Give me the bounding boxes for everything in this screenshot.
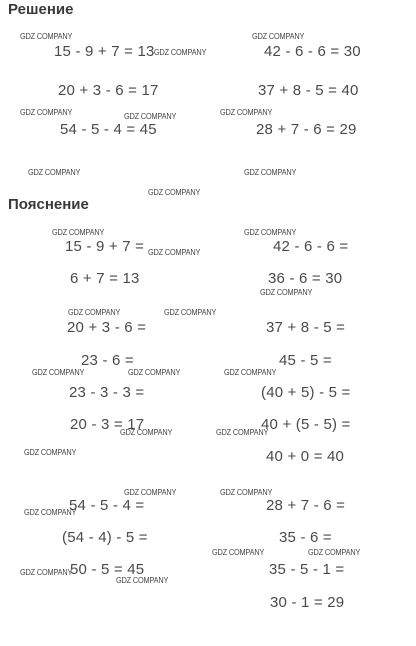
watermark-text: GDZ COMPANY bbox=[124, 488, 177, 497]
solution-equation: 42 - 6 - 6 = 30 bbox=[264, 43, 361, 60]
explanation-step: 28 + 7 - 6 = bbox=[266, 497, 346, 514]
watermark-text: GDZ COMPANY bbox=[244, 168, 297, 177]
watermark-text: GDZ COMPANY bbox=[260, 288, 313, 297]
solution-equation: 28 + 7 - 6 = 29 bbox=[256, 121, 357, 138]
watermark-text: GDZ COMPANY bbox=[128, 368, 181, 377]
explanation-step: 45 - 5 = bbox=[279, 352, 332, 369]
explanation-step: 37 + 8 - 5 = bbox=[266, 319, 346, 336]
explanation-step: 35 - 5 - 1 = bbox=[269, 561, 345, 578]
watermark-text: GDZ COMPANY bbox=[68, 308, 121, 317]
solution-equation: 20 + 3 - 6 = 17 bbox=[58, 82, 159, 99]
watermark-text: GDZ COMPANY bbox=[216, 428, 269, 437]
explanation-step: 23 - 6 = bbox=[81, 352, 134, 369]
watermark-text: GDZ COMPANY bbox=[164, 308, 217, 317]
explanation-step: 15 - 9 + 7 = bbox=[65, 238, 145, 255]
watermark-text: GDZ COMPANY bbox=[252, 32, 305, 41]
watermark-text: GDZ COMPANY bbox=[32, 368, 85, 377]
watermark-text: GDZ COMPANY bbox=[120, 428, 173, 437]
solution-equation: 15 - 9 + 7 = 13 bbox=[54, 43, 155, 60]
explanation-step: 20 - 3 = 17 bbox=[70, 416, 145, 433]
watermark-text: GDZ COMPANY bbox=[24, 448, 77, 457]
watermark-text: GDZ COMPANY bbox=[148, 188, 201, 197]
watermark-text: GDZ COMPANY bbox=[224, 368, 277, 377]
explanation-step: 30 - 1 = 29 bbox=[270, 594, 345, 611]
watermark-text: GDZ COMPANY bbox=[24, 508, 77, 517]
explanation-step: 50 - 5 = 45 bbox=[70, 561, 145, 578]
watermark-text: GDZ COMPANY bbox=[154, 48, 207, 57]
solution-equation: 37 + 8 - 5 = 40 bbox=[258, 82, 359, 99]
watermark-text: GDZ COMPANY bbox=[124, 112, 177, 121]
explanation-step: 42 - 6 - 6 = bbox=[273, 238, 349, 255]
explanation-step: 40 + (5 - 5) = bbox=[261, 416, 351, 433]
watermark-text: GDZ COMPANY bbox=[212, 548, 265, 557]
watermark-text: GDZ COMPANY bbox=[20, 568, 73, 577]
explanation-step: 40 + 0 = 40 bbox=[266, 448, 345, 465]
watermark-text: GDZ COMPANY bbox=[308, 548, 361, 557]
explanation-step: 35 - 6 = bbox=[279, 529, 332, 546]
explanation-step: 23 - 3 - 3 = bbox=[69, 384, 145, 401]
watermark-text: GDZ COMPANY bbox=[244, 228, 297, 237]
explanation-step: 36 - 6 = 30 bbox=[268, 270, 343, 287]
explanation-step: (40 + 5) - 5 = bbox=[261, 384, 351, 401]
explanation-step: (54 - 4) - 5 = bbox=[62, 529, 148, 546]
explanation-heading: Пояснение bbox=[8, 196, 89, 213]
watermark-text: GDZ COMPANY bbox=[116, 576, 169, 585]
watermark-text: GDZ COMPANY bbox=[148, 248, 201, 257]
watermark-text: GDZ COMPANY bbox=[220, 108, 273, 117]
watermark-text: GDZ COMPANY bbox=[20, 108, 73, 117]
explanation-step: 54 - 5 - 4 = bbox=[69, 497, 145, 514]
watermark-text: GDZ COMPANY bbox=[20, 32, 73, 41]
watermark-text: GDZ COMPANY bbox=[220, 488, 273, 497]
explanation-step: 20 + 3 - 6 = bbox=[67, 319, 147, 336]
watermark-text: GDZ COMPANY bbox=[52, 228, 105, 237]
watermark-text: GDZ COMPANY bbox=[28, 168, 81, 177]
solution-heading: Решение bbox=[8, 1, 74, 18]
solution-equation: 54 - 5 - 4 = 45 bbox=[60, 121, 157, 138]
explanation-step: 6 + 7 = 13 bbox=[70, 270, 140, 287]
